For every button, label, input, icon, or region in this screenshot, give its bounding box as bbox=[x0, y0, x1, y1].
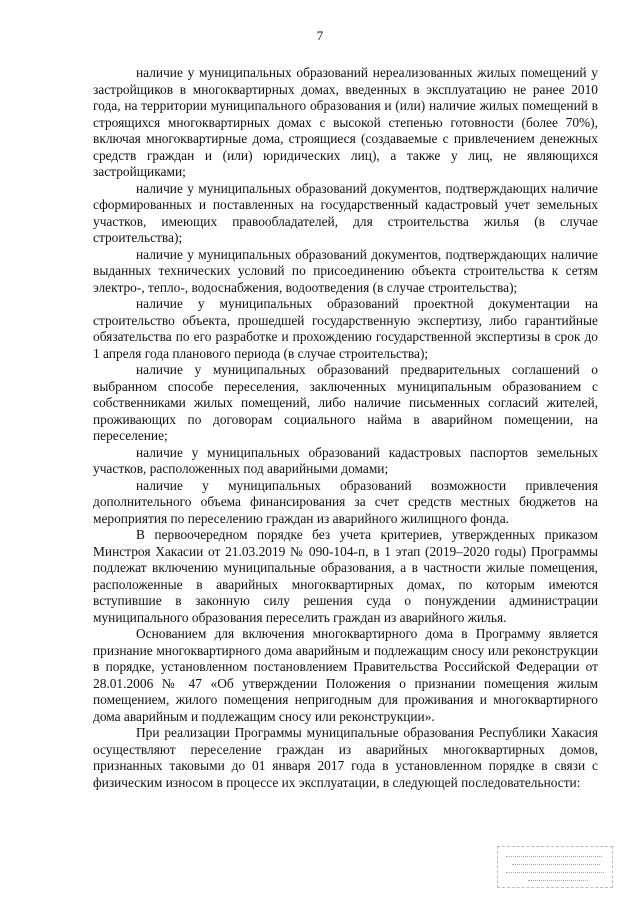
paragraph: наличие у муниципальных образований документов, подтверждающих наличие сформированных и поставленных на государственный кадастровый учет земельных участков, имеющих правообладателей, для строительства жилья (в случае строительства); bbox=[93, 180, 598, 245]
paragraph: наличие у муниципальных образований проектной документации на строительство объекта, прошедшей государственную экспертизу, либо гарантийные обязательства по его разработке и прохождению государственной экспертизы в срок до 1 апреля года планового периода (в случае строительства); bbox=[93, 296, 598, 361]
stamp-line bbox=[506, 856, 602, 857]
paragraph: При реализации Программы муниципальные образования Республики Хакасия осуществляют переселение граждан из аварийных многоквартирных домов, признанных таковыми до 01 января 2017 года в установленном порядке в связи с физическим износом в процессе их эксплуатации, в следующей последовательности: bbox=[93, 725, 598, 790]
paragraph: наличие у муниципальных образований возможности привлечения дополнительного объема финансирования за счет средств местных бюджетов на мероприятия по переселению граждан из аварийного жилищного фонда. bbox=[93, 477, 598, 526]
paragraph: наличие у муниципальных образований документов, подтверждающих наличие выданных технических условий по присоединению объекта строительства к сетям электро-, тепло-, водоснабжения, водоотведения (в случае строительства); bbox=[93, 246, 598, 295]
paragraph: наличие у муниципальных образований нереализованных жилых помещений у застройщиков в многоквартирных домах, введенных в эксплуатацию не ранее 2010 года, на территории муниципального образования и (или) наличие жилых помещений в строящихся многоквартирных домах с высокой степенью готовности (более 70%), включая многоквартирные дома, строящиеся (создаваемые с привлечением денежных средств граждан и (или) юридических лиц), а также у лиц, не являющихся застройщиками; bbox=[93, 65, 598, 179]
paragraph: Основанием для включения многоквартирного дома в Программу является признание многоквартирного дома аварийным и подлежащим сносу или реконструкции в порядке, установленном постановлением Правительства Российской Федерации от 28.01.2006 № 47 «Об утверждении Положения о признании помещения жилым помещением, жилого помещения непригодным для проживания и многоквартирного дома аварийным и подлежащим сносу или реконструкции». bbox=[93, 626, 598, 724]
paragraph: В первоочередном порядке без учета критериев, утвержденных приказом Минстроя Хакасии от 21.03.2019 № 090-104-п, в 1 этап (2019–2020 годы) Программы подлежат включению муниципальные образования, а в частности жилые помещения, расположенные в аварийных многоквартирных домах, по которым имеются вступившие в законную силу решения суда о понуждении администрации муниципального образования переселить граждан из аварийного жилья. bbox=[93, 527, 598, 625]
paragraph: наличие у муниципальных образований предварительных соглашений о выбранном способе переселения, заключенных муниципальным образованием с собственниками жилых помещений, либо наличие письменных согласий жителей, проживающих по договорам социального найма в аварийном помещении, на переселение; bbox=[93, 362, 598, 443]
stamp-line bbox=[506, 872, 604, 873]
registration-stamp bbox=[497, 846, 613, 888]
document-body bbox=[93, 65, 598, 791]
stamp-line bbox=[512, 864, 600, 865]
paragraph: наличие у муниципальных образований кадастровых паспортов земельных участков, расположенных под аварийными домами; bbox=[93, 444, 598, 476]
page-number: 7 bbox=[316, 28, 324, 43]
stamp-line bbox=[528, 880, 588, 881]
